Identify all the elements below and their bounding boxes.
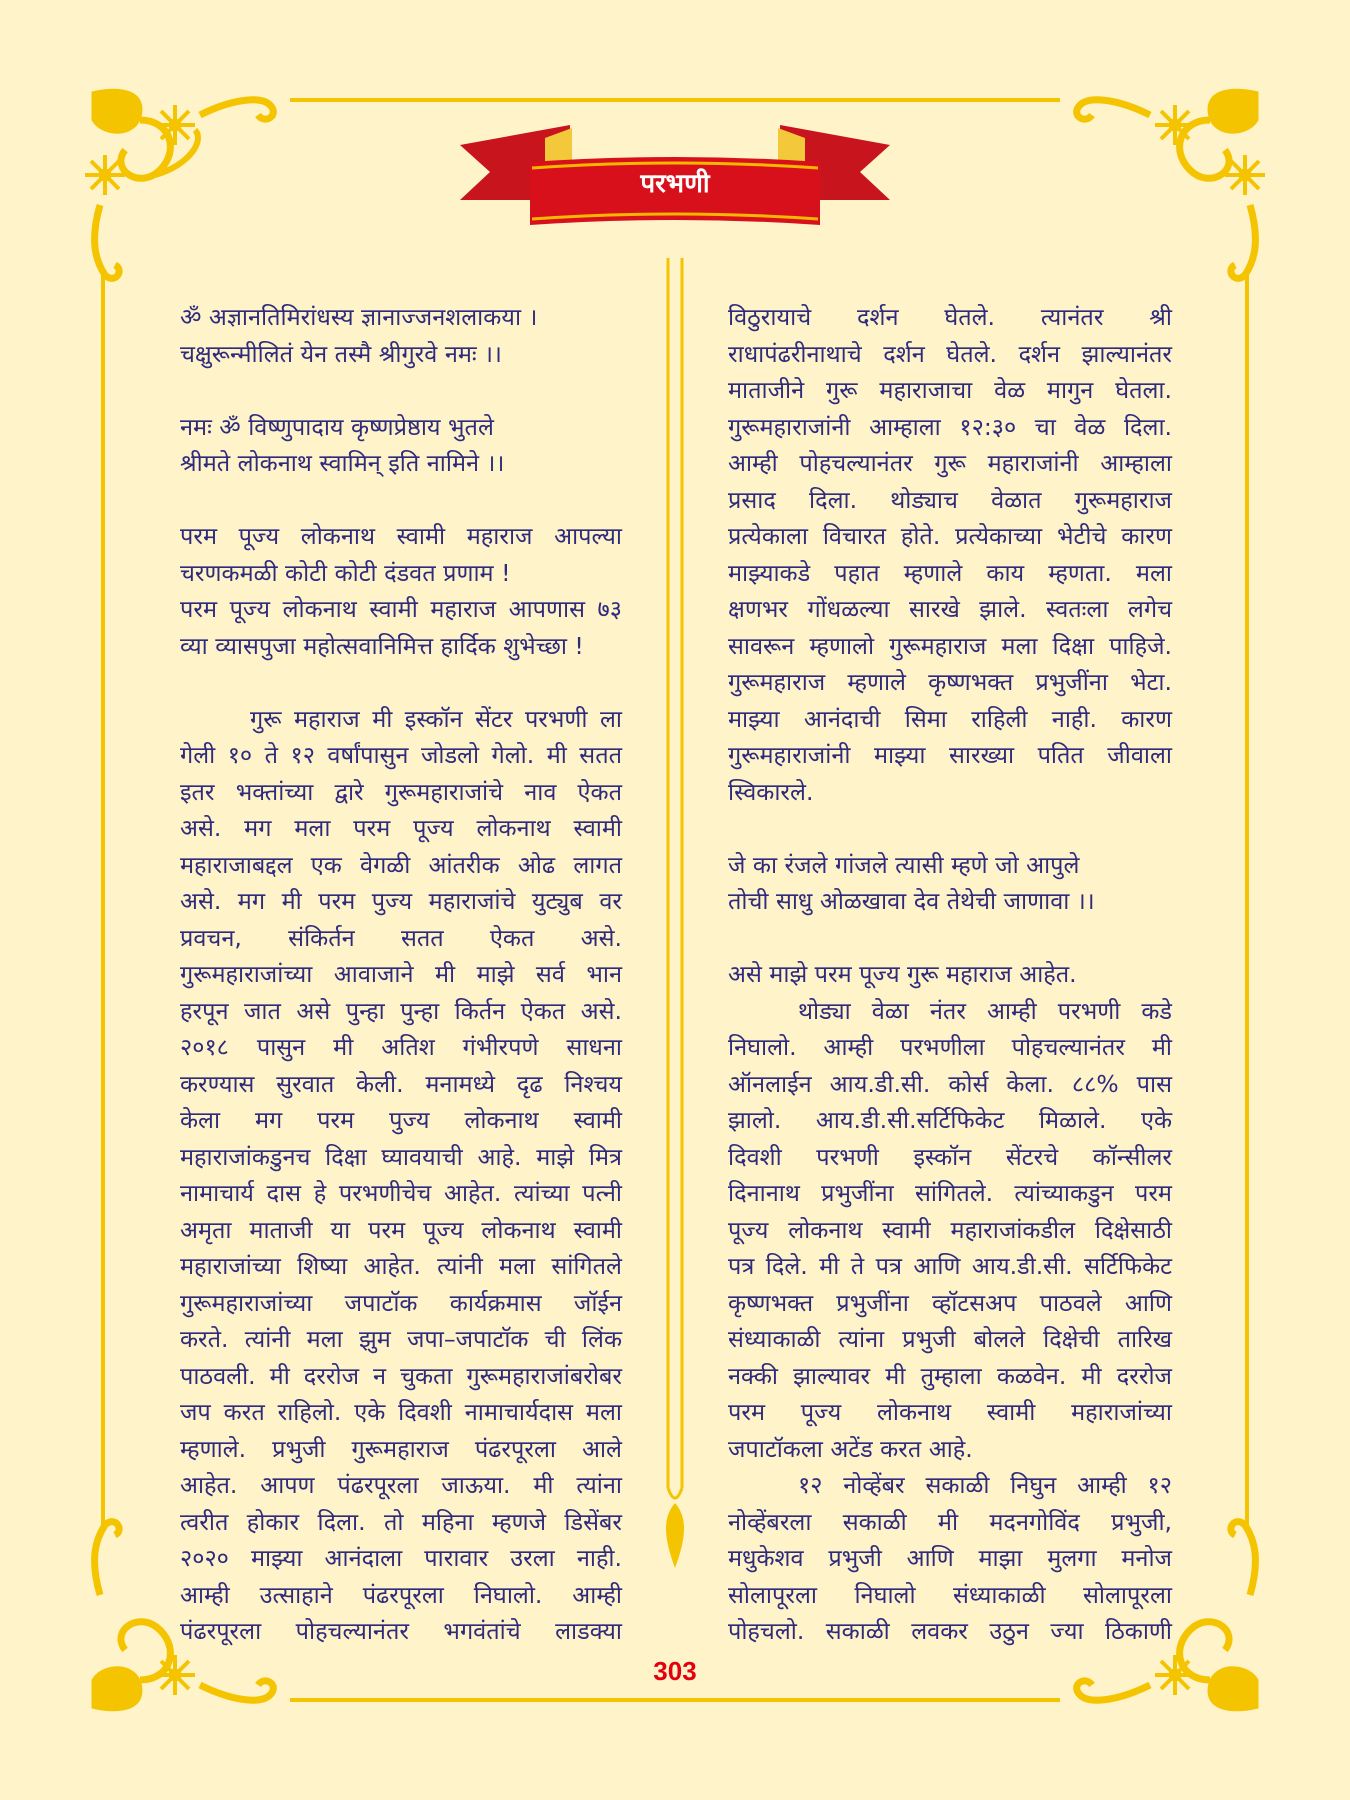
- text-line: श्रीमते लोकनाथ स्वामिन् इति नामिने ।।: [180, 449, 505, 477]
- text-line: पूज्य लोकनाथ स्वामी महाराजांकडील दिक्षेसाठी: [728, 1215, 1172, 1244]
- blank-line: [728, 810, 1172, 847]
- left-column: [180, 299, 622, 1650]
- text-line: करण्यास सुरवात केली. मनामध्ये दृढ निश्चय: [180, 1069, 622, 1098]
- text-line: जे का रंजले गांजले त्यासी म्हणे जो आपुले: [728, 850, 1080, 879]
- text-line: केला मग परम पुज्य लोकनाथ स्वामी: [180, 1106, 622, 1134]
- text-line: स्विकारले.: [728, 777, 814, 806]
- text-line: असे. मग मला परम पूज्य लोकनाथ स्वामी: [180, 814, 622, 842]
- text-line: निघालो. आम्ही परभणीला पोहचल्यानंतर मी: [728, 1033, 1172, 1061]
- text-line: नामाचार्य दास हे परभणीचेच आहेत. त्यांच्या पत्नी: [180, 1179, 622, 1207]
- text-line: ॐ अज्ञानतिमिरांधस्य ज्ञानाज्जनशलाकया ।: [180, 303, 538, 331]
- text-line: १२ नोव्हेंबर सकाळी निघुन आम्ही १२: [798, 1471, 1172, 1499]
- text-line: आम्ही पोहचल्यानंतर गुरू महाराजांनी आम्हाला: [728, 449, 1172, 477]
- banner-title: परभणी: [640, 169, 710, 199]
- text-line: चरणकमळी कोटी कोटी दंडवत प्रणाम !: [180, 558, 511, 587]
- text-line: नक्की झाल्यावर मी तुम्हाला कळवेन. मी दररोज: [728, 1361, 1172, 1390]
- text-line: नमः ॐ विष्णुपादाय कृष्णप्रेष्ठाय भुतले: [180, 412, 494, 441]
- text-line: इतर भक्तांच्या द्वारे गुरूमहाराजांचे नाव ऐकत: [180, 777, 622, 806]
- blank-line: [728, 920, 1172, 957]
- text-line: परम पूज्य लोकनाथ स्वामी महाराज आपल्या: [180, 522, 622, 550]
- text-line: थोड्या वेळा नंतर आम्ही परभणी कडे: [798, 996, 1172, 1025]
- text-line: ऑनलाईन आय.डी.सी. कोर्स केला. ८८% पास: [728, 1069, 1172, 1098]
- text-line: म्हणाले. प्रभुजी गुरूमहाराज पंढरपूरला आले: [180, 1434, 622, 1463]
- text-line: पोहचलो. सकाळी लवकर उठुन ज्या ठिकाणी: [728, 1617, 1172, 1645]
- text-line: त्वरीत होकार दिला. तो महिना म्हणजे डिसेंबर: [180, 1507, 622, 1536]
- text-line: नोव्हेंबरला सकाळी मी मदनगोविंद प्रभुजी,: [728, 1507, 1172, 1536]
- text-line: गुरूमहाराजांच्या जपाटॉक कार्यक्रमास जॉईन: [180, 1288, 622, 1317]
- text-line: गुरूमहाराज म्हणाले कृष्णभक्त प्रभुजींना भेटा.: [728, 668, 1172, 696]
- text-line: व्या व्यासपुजा महोत्सवानिमित्त हार्दिक शुभेच्छा !: [180, 631, 584, 660]
- blank-line: [180, 482, 622, 519]
- frame-bottom-line: [290, 1698, 1060, 1702]
- text-line: गेली १० ते १२ वर्षांपासुन जोडलो गेलो. मी सतत: [180, 741, 622, 769]
- text-line: आम्ही उत्साहाने पंढरपूरला निघालो. आम्ही: [180, 1580, 622, 1609]
- text-line: गुरूमहाराजांनी माझ्या सारख्या पतित जीवाला: [728, 741, 1172, 769]
- text-line: महाराजांकडुनच दिक्षा घ्यावयाची आहे. माझे मित्र: [180, 1142, 622, 1171]
- text-line: महाराजांच्या शिष्या आहेत. त्यांनी मला सांगितले: [180, 1252, 622, 1280]
- frame-top-line: [290, 98, 1060, 102]
- text-line: गुरूमहाराजांच्या आवाजाने मी माझे सर्व भान: [180, 960, 622, 988]
- text-line: अमृता माताजी या परम पूज्य लोकनाथ स्वामी: [180, 1215, 622, 1244]
- text-line: करते. त्यांनी मला झुम जपा–जपाटॉक ची लिंक: [180, 1325, 622, 1353]
- frame-right-line: [1245, 270, 1249, 1530]
- column-divider: [662, 258, 688, 1578]
- text-line: पत्र दिले. मी ते पत्र आणि आय.डी.सी. सर्टिफिकेट: [728, 1252, 1172, 1280]
- right-column: [728, 299, 1172, 1650]
- text-line: सावरून म्हणालो गुरूमहाराज मला दिक्षा पाहिजे.: [728, 631, 1172, 660]
- corner-ornament-icon: [80, 80, 320, 320]
- text-line: राधापंढरीनाथाचे दर्शन घेतले. दर्शन झाल्यानंतर: [728, 339, 1172, 368]
- blank-line: [180, 664, 622, 701]
- text-line: सोलापूरला निघालो संध्याकाळी सोलापूरला: [728, 1580, 1172, 1609]
- title-ribbon-banner: [460, 120, 890, 230]
- text-line: प्रवचन, संकिर्तन सतत ऐकत असे.: [180, 923, 622, 952]
- text-line: जपाटॉकला अटेंड करत आहे.: [728, 1434, 973, 1463]
- text-line: मधुकेशव प्रभुजी आणि माझा मुलगा मनोज: [728, 1544, 1172, 1572]
- text-line: पाठवली. मी दररोज न चुकता गुरूमहाराजांबरोबर: [180, 1361, 622, 1390]
- text-line: परम पूज्य लोकनाथ स्वामी महाराज आपणास ७३: [180, 595, 622, 623]
- text-line: प्रसाद दिला. थोड्याच वेळात गुरूमहाराज: [728, 485, 1172, 514]
- text-line: असे माझे परम पूज्य गुरू महाराज आहेत.: [728, 960, 1077, 988]
- text-line: २०२० माझ्या आनंदाला पारावार उरला नाही.: [180, 1544, 622, 1572]
- text-line: असे. मग मी परम पुज्य महाराजांचे युट्युब वर: [180, 887, 622, 915]
- text-line: झालो. आय.डी.सी.सर्टिफिकेट मिळाले. एके: [728, 1106, 1172, 1134]
- text-line: संध्याकाळी त्यांना प्रभुजी बोलले दिक्षेची तारिख: [728, 1325, 1172, 1353]
- text-line: जप करत राहिलो. एके दिवशी नामाचार्यदास मला: [180, 1398, 622, 1426]
- text-line: हरपून जात असे पुन्हा पुन्हा किर्तन ऐकत असे.: [180, 996, 622, 1025]
- text-line: पंढरपूरला पोहचल्यानंतर भगवंतांचे लाडक्या: [180, 1617, 622, 1645]
- text-line: क्षणभर गोंधळल्या सारखे झाले. स्वतःला लगेच: [728, 595, 1172, 623]
- text-line: परम पूज्य लोकनाथ स्वामी महाराजांच्या: [728, 1398, 1172, 1426]
- text-line: माताजीने गुरू महाराजाचा वेळ मागुन घेतला.: [728, 376, 1172, 404]
- page-number: 303: [653, 1656, 697, 1686]
- corner-ornament-icon: [1030, 80, 1270, 320]
- text-line: माझ्या आनंदाची सिमा राहिली नाही. कारण: [728, 704, 1172, 733]
- text-line: आहेत. आपण पंढरपूरला जाऊया. मी त्यांना: [180, 1471, 622, 1499]
- text-line: विठुरायाचे दर्शन घेतले. त्यानंतर श्री: [728, 303, 1172, 331]
- blank-line: [180, 372, 622, 409]
- text-line: चक्षुरून्मीलितं येन तस्मै श्रीगुरवे नमः ।।: [180, 339, 502, 368]
- text-line: गुरूमहाराजांनी आम्हाला १२:३० चा वेळ दिला.: [728, 412, 1172, 441]
- text-line: प्रत्येकाला विचारत होते. प्रत्येकाच्या भेटीचे कारण: [728, 522, 1172, 550]
- text-line: २०१८ पासुन मी अतिश गंभीरपणे साधना: [180, 1033, 622, 1061]
- text-line: दिवशी परभणी इस्कॉन सेंटरचे कॉन्सीलर: [728, 1142, 1172, 1171]
- text-line: माझ्याकडे पहात म्हणाले काय म्हणता. मला: [728, 558, 1172, 587]
- text-line: गुरू महाराज मी इस्कॉन सेंटर परभणी ला: [250, 704, 622, 733]
- text-line: तोची साधु ओळखावा देव तेथेची जाणावा ।।: [728, 887, 1095, 915]
- text-line: दिनानाथ प्रभुजींना सांगितले. त्यांच्याकडुन परम: [728, 1179, 1172, 1207]
- text-line: महाराजाबद्दल एक वेगळी आंतरीक ओढ लागत: [180, 850, 622, 879]
- text-line: कृष्णभक्त प्रभुजींना व्हॉटसअप पाठवले आणि: [728, 1288, 1172, 1317]
- frame-left-line: [101, 270, 105, 1530]
